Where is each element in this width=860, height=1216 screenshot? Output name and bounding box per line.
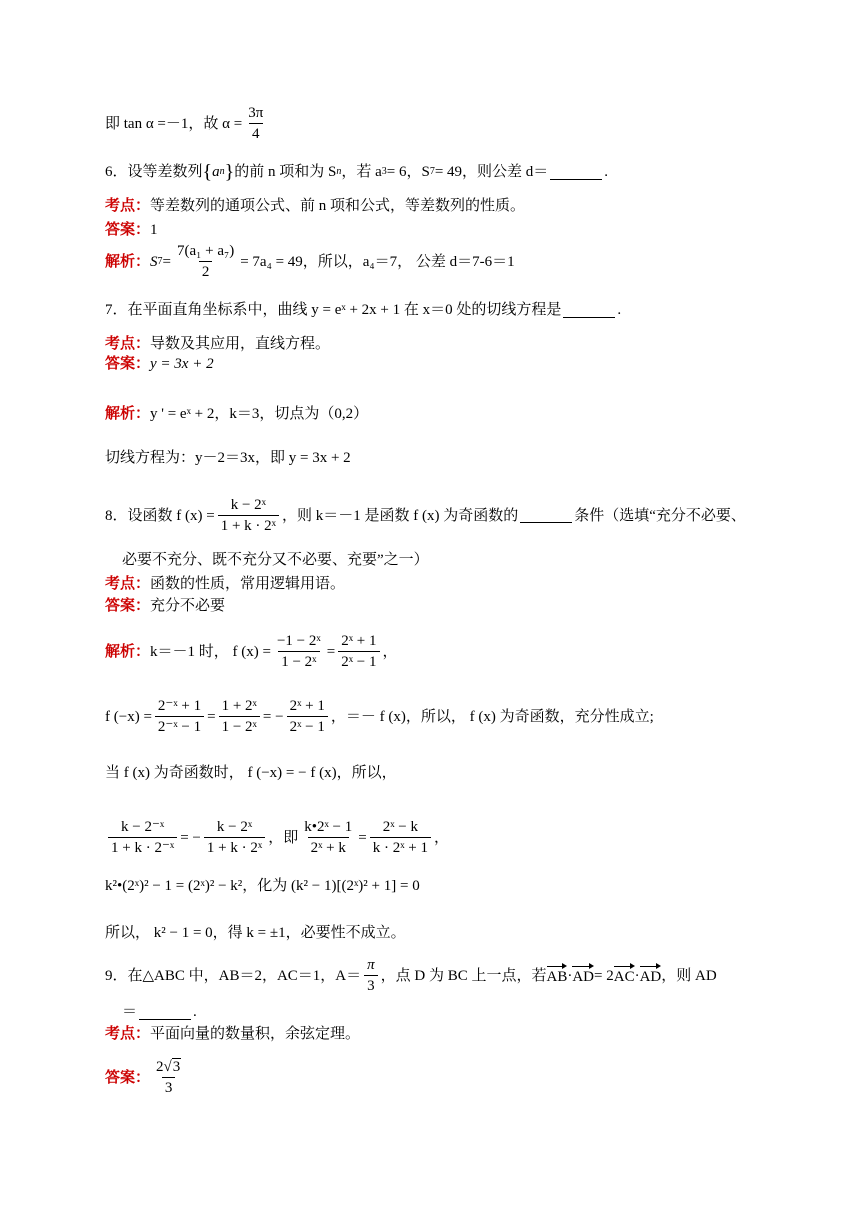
q7-kaodian bbox=[105, 334, 330, 354]
denominator: 3 bbox=[364, 975, 378, 995]
fraction bbox=[338, 632, 379, 671]
q9-kaodian bbox=[105, 1024, 360, 1044]
text: ，即 bbox=[268, 829, 299, 846]
jiexi-label: 解析： bbox=[105, 253, 151, 270]
q7-tangent-line bbox=[105, 448, 351, 468]
equals: = bbox=[207, 708, 216, 725]
text: 等差数列的通项公式、前 n 项和公式，等差数列的性质。 bbox=[150, 198, 526, 214]
text: y ' = eˣ + 2，k＝3，切点为（0,2） bbox=[150, 406, 369, 422]
fraction bbox=[245, 104, 266, 143]
text: y = 3x + 2 bbox=[150, 356, 214, 372]
text: k＝－1 时， f (x) = bbox=[150, 643, 271, 660]
text: = 7a₄ = 49，所以，a₄＝7， 公差 d＝7-6＝1 bbox=[240, 253, 515, 270]
answer-blank bbox=[520, 508, 572, 523]
vector-ac: AC bbox=[614, 965, 635, 987]
q8-jiexi bbox=[105, 632, 398, 671]
numerator: 7(a₁ + a₇) bbox=[176, 243, 235, 259]
fraction bbox=[219, 697, 260, 736]
text: = 2 bbox=[594, 967, 614, 984]
denominator: 1 + k · 2⁻ˣ bbox=[108, 837, 177, 857]
fraction bbox=[364, 956, 378, 995]
vector-ab: AB bbox=[547, 965, 568, 987]
text: 6．设等差数列 bbox=[105, 164, 203, 180]
denominator: 2ˣ − 1 bbox=[338, 651, 379, 671]
question-7 bbox=[105, 300, 621, 320]
q8-kaodian bbox=[105, 574, 345, 594]
fraction bbox=[108, 818, 177, 857]
q6-kaodian bbox=[105, 196, 525, 216]
text: ＝ bbox=[122, 1004, 138, 1020]
fraction bbox=[153, 1058, 184, 1097]
text: 条件（选填“充分不必要、 bbox=[574, 507, 746, 524]
fraction bbox=[174, 242, 237, 281]
kaodian-label: 考点： bbox=[105, 198, 151, 214]
q9-answer bbox=[105, 1058, 187, 1097]
dot: · bbox=[567, 967, 573, 984]
q8-options bbox=[122, 550, 429, 570]
text: 导数及其应用，直线方程。 bbox=[150, 336, 331, 352]
denominator: 1 − 2ˣ bbox=[278, 651, 319, 671]
text: . bbox=[193, 1004, 197, 1020]
fraction bbox=[218, 496, 279, 535]
numerator: 2ˣ + 1 bbox=[289, 698, 325, 714]
equals: = − bbox=[180, 829, 201, 846]
q8-equation-line bbox=[105, 818, 449, 857]
text: = 6，S bbox=[386, 164, 430, 180]
text: 1 bbox=[150, 222, 158, 238]
answer-label: 答案： bbox=[105, 356, 151, 372]
fraction bbox=[274, 632, 324, 671]
numerator: 2√3 bbox=[156, 1059, 181, 1075]
text: 充分不必要 bbox=[150, 598, 226, 614]
q7-jiexi bbox=[105, 404, 368, 424]
equals: = bbox=[326, 643, 336, 660]
question-6: 6．设等差数列 { a n } 的前 n 项和为 S n ，若 a 3 = 6，S 7 = 49，则公差 d＝ . bbox=[105, 161, 609, 183]
text: 函数的性质，常用逻辑用语。 bbox=[150, 576, 346, 592]
equals: = bbox=[358, 829, 367, 846]
text: a bbox=[212, 164, 220, 180]
fraction bbox=[204, 818, 265, 857]
text: = 49，则公差 d＝ bbox=[434, 164, 549, 180]
q6-answer bbox=[105, 220, 158, 240]
numerator: k − 2⁻ˣ bbox=[121, 819, 165, 835]
numerator: 2ˣ + 1 bbox=[341, 633, 377, 649]
q8-odd-function-line bbox=[105, 763, 397, 783]
fraction bbox=[155, 697, 204, 736]
text: ，若 a bbox=[341, 164, 382, 180]
answer-label: 答案： bbox=[105, 1069, 151, 1086]
numerator: 1 + 2ˣ bbox=[221, 698, 257, 714]
kaodian-label: 考点： bbox=[105, 576, 151, 592]
q6-jiexi: 解析： S 7 = $\frac{\text{7(a₁ + a₇)}}{2}$ = 7a₄ = 49，所以，a₄＝7， 公差 d＝7-6＝1 bbox=[105, 243, 515, 280]
text: ， bbox=[382, 643, 398, 660]
fraction bbox=[301, 818, 355, 857]
jiexi-label: 解析： bbox=[105, 406, 151, 422]
text: k²•(2ˣ)² − 1 = (2ˣ)² − k²，化为 (k² − 1)[(2ˣ)² + 1] = 0 bbox=[105, 878, 420, 894]
kaodian-label: 考点： bbox=[105, 336, 151, 352]
text: 平面向量的数量积，余弦定理。 bbox=[150, 1026, 361, 1042]
text: 所以， k² − 1 = 0，得 k = ±1，必要性不成立。 bbox=[105, 925, 406, 941]
text: 必要不充分、既不充分又不必要、充要”之一） bbox=[122, 552, 429, 568]
answer-label: 答案： bbox=[105, 222, 151, 238]
answer-blank bbox=[563, 303, 615, 318]
vector-ad: AD bbox=[572, 965, 594, 987]
denominator: k · 2ˣ + 1 bbox=[370, 837, 431, 857]
denominator: 1 + k · 2ˣ bbox=[204, 837, 265, 857]
q8-answer bbox=[105, 596, 225, 616]
denominator: 2ˣ + k bbox=[308, 837, 349, 857]
dot: · bbox=[634, 967, 640, 984]
numerator: k − 2ˣ bbox=[216, 819, 253, 835]
radicand: 3 bbox=[172, 1059, 181, 1075]
brace-open: { bbox=[202, 161, 213, 183]
line-tan-alpha bbox=[105, 104, 269, 143]
brace-close: } bbox=[224, 161, 235, 183]
text: 切线方程为：y－2＝3x，即 y = 3x + 2 bbox=[105, 450, 351, 466]
numerator: π bbox=[367, 957, 375, 973]
numerator: 2ˣ − k bbox=[382, 819, 419, 835]
equals: = − bbox=[262, 708, 284, 725]
text: ，则 k＝－1 是函数 f (x) 为奇函数的 bbox=[282, 507, 519, 524]
q8-line-f-minus-x bbox=[105, 697, 654, 736]
text: ，＝－ f (x)，所以， f (x) 为奇函数，充分性成立; bbox=[330, 708, 654, 725]
denominator: 3 bbox=[162, 1077, 176, 1097]
q8-conclusion-line bbox=[105, 923, 406, 943]
denominator: 1 + k · 2ˣ bbox=[218, 515, 279, 535]
vector-ad: AD bbox=[640, 965, 662, 987]
numerator: −1 − 2ˣ bbox=[276, 633, 321, 649]
q8-simplify-line bbox=[105, 876, 420, 896]
numerator: 2⁻ˣ + 1 bbox=[157, 698, 202, 714]
comma: ， bbox=[434, 829, 450, 846]
text: ，则 AD bbox=[661, 967, 717, 984]
numerator: k − 2ˣ bbox=[230, 497, 266, 513]
text: . bbox=[604, 164, 609, 180]
denominator: 2 bbox=[199, 261, 213, 281]
answer-blank bbox=[139, 1005, 191, 1020]
question-8 bbox=[105, 496, 746, 535]
coefficient: 2 bbox=[156, 1059, 164, 1075]
text: S bbox=[150, 253, 158, 270]
denominator: 1 − 2ˣ bbox=[219, 716, 260, 736]
fraction bbox=[287, 697, 328, 736]
fraction bbox=[370, 818, 431, 857]
text: 当 f (x) 为奇函数时， f (−x) = − f (x)，所以， bbox=[105, 765, 397, 781]
numerator: 3π bbox=[248, 105, 264, 121]
denominator: 2⁻ˣ − 1 bbox=[155, 716, 204, 736]
question-9 bbox=[105, 956, 717, 995]
text: ，点 D 为 BC 上一点，若 bbox=[380, 967, 547, 984]
text: f (−x) = bbox=[105, 708, 152, 725]
text: = bbox=[162, 253, 171, 270]
q7-answer bbox=[105, 354, 214, 374]
kaodian-label: 考点： bbox=[105, 1026, 151, 1042]
text: 即 tan α =－1，故 α = bbox=[105, 115, 243, 132]
text: 8．设函数 f (x) = bbox=[105, 507, 215, 524]
answer-blank bbox=[550, 165, 602, 180]
denominator: 4 bbox=[249, 123, 263, 143]
text: . bbox=[617, 302, 622, 318]
answer-label: 答案： bbox=[105, 598, 151, 614]
numerator: k•2ˣ − 1 bbox=[304, 819, 353, 835]
denominator: 2ˣ − 1 bbox=[287, 716, 328, 736]
text: 7．在平面直角坐标系中，曲线 y = eˣ + 2x + 1 在 x＝0 处的切线方程是 bbox=[105, 302, 562, 318]
jiexi-label: 解析： bbox=[105, 643, 151, 660]
q9-blank-line bbox=[122, 1002, 197, 1022]
text: 的前 n 项和为 S bbox=[234, 164, 337, 180]
text: 9．在△ABC 中，AB＝2，AC＝1，A＝ bbox=[105, 967, 362, 984]
